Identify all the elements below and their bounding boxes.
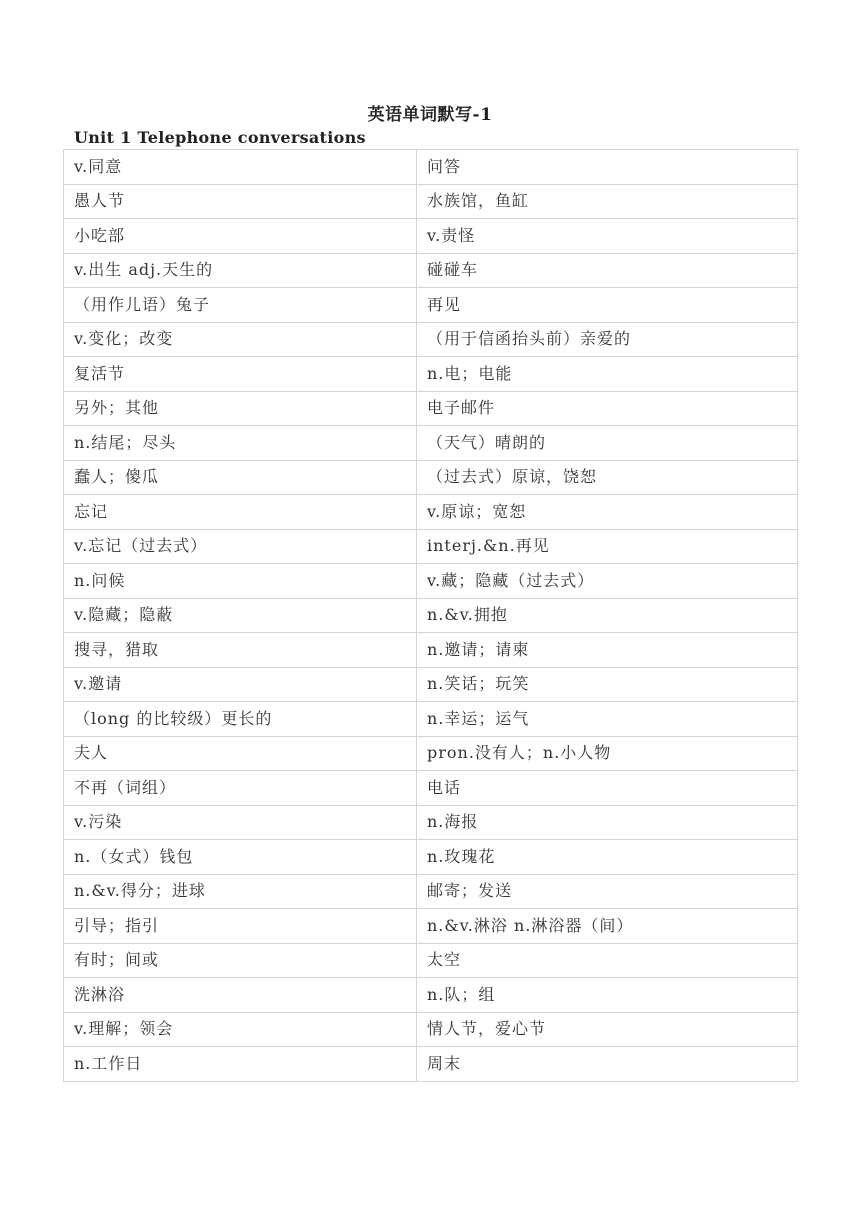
- vocab-cell-right[interactable]: 周末: [417, 1047, 798, 1082]
- vocab-cell-left[interactable]: 引导；指引: [64, 909, 417, 944]
- vocab-cell-left[interactable]: v.同意: [64, 150, 417, 185]
- vocabulary-table: [63, 149, 798, 1082]
- vocab-cell-right[interactable]: 碰碰车: [417, 253, 798, 288]
- table-row: [64, 357, 798, 392]
- vocab-cell-left[interactable]: v.污染: [64, 805, 417, 840]
- table-row: [64, 426, 798, 461]
- table-row: [64, 943, 798, 978]
- vocab-cell-right[interactable]: 电话: [417, 771, 798, 806]
- table-row: [64, 667, 798, 702]
- vocab-cell-right[interactable]: 情人节，爱心节: [417, 1012, 798, 1047]
- vocab-cell-right[interactable]: 太空: [417, 943, 798, 978]
- vocab-cell-right[interactable]: v.原谅；宽恕: [417, 495, 798, 530]
- table-row: [64, 598, 798, 633]
- vocab-cell-left[interactable]: 忘记: [64, 495, 417, 530]
- table-row: [64, 529, 798, 564]
- table-row: [64, 184, 798, 219]
- vocab-cell-right[interactable]: 邮寄；发送: [417, 874, 798, 909]
- table-row: [64, 978, 798, 1013]
- vocab-cell-right[interactable]: n.电；电能: [417, 357, 798, 392]
- table-row: [64, 909, 798, 944]
- table-row: [64, 150, 798, 185]
- vocab-cell-left[interactable]: n.问候: [64, 564, 417, 599]
- vocab-cell-left[interactable]: 愚人节: [64, 184, 417, 219]
- vocab-cell-left[interactable]: v.隐藏；隐蔽: [64, 598, 417, 633]
- vocab-cell-left[interactable]: n.（女式）钱包: [64, 840, 417, 875]
- vocab-cell-left[interactable]: （用作儿语）兔子: [64, 288, 417, 323]
- vocab-cell-left[interactable]: 复活节: [64, 357, 417, 392]
- vocab-cell-left[interactable]: v.邀请: [64, 667, 417, 702]
- table-row: [64, 736, 798, 771]
- vocab-cell-right[interactable]: n.笑话；玩笑: [417, 667, 798, 702]
- table-row: [64, 805, 798, 840]
- vocab-cell-right[interactable]: 水族馆，鱼缸: [417, 184, 798, 219]
- vocab-cell-left[interactable]: 蠢人；傻瓜: [64, 460, 417, 495]
- vocab-cell-left[interactable]: 搜寻，猎取: [64, 633, 417, 668]
- table-row: [64, 288, 798, 323]
- table-row: [64, 322, 798, 357]
- vocab-cell-right[interactable]: n.幸运；运气: [417, 702, 798, 737]
- table-row: [64, 391, 798, 426]
- table-row: [64, 495, 798, 530]
- vocab-cell-left[interactable]: v.出生 adj.天生的: [64, 253, 417, 288]
- page-title: 英语单词默写-1: [367, 105, 493, 125]
- vocab-cell-right[interactable]: （过去式）原谅，饶恕: [417, 460, 798, 495]
- table-row: [64, 771, 798, 806]
- table-row: [64, 840, 798, 875]
- vocab-cell-right[interactable]: v.责怪: [417, 219, 798, 254]
- vocab-cell-right[interactable]: v.藏；隐藏（过去式）: [417, 564, 798, 599]
- table-row: [64, 1047, 798, 1082]
- vocab-cell-right[interactable]: interj.&n.再见: [417, 529, 798, 564]
- vocab-cell-left[interactable]: n.工作日: [64, 1047, 417, 1082]
- table-row: [64, 633, 798, 668]
- unit-heading: Unit 1 Telephone conversations: [74, 128, 366, 147]
- table-row: [64, 460, 798, 495]
- table-row: [64, 219, 798, 254]
- vocab-cell-left[interactable]: n.结尾；尽头: [64, 426, 417, 461]
- vocab-cell-right[interactable]: （天气）晴朗的: [417, 426, 798, 461]
- vocab-cell-right[interactable]: n.海报: [417, 805, 798, 840]
- table-row: [64, 1012, 798, 1047]
- table-row: [64, 874, 798, 909]
- vocab-cell-left[interactable]: 不再（词组）: [64, 771, 417, 806]
- vocab-cell-right[interactable]: n.玫瑰花: [417, 840, 798, 875]
- table-row: [64, 253, 798, 288]
- vocab-cell-left[interactable]: （long 的比较级）更长的: [64, 702, 417, 737]
- vocab-cell-right[interactable]: n.队；组: [417, 978, 798, 1013]
- vocab-cell-left[interactable]: 另外；其他: [64, 391, 417, 426]
- vocabulary-table-body: [64, 150, 798, 1082]
- vocab-cell-right[interactable]: n.&v.淋浴 n.淋浴器（间）: [417, 909, 798, 944]
- vocab-cell-right[interactable]: 再见: [417, 288, 798, 323]
- vocab-cell-right[interactable]: 电子邮件: [417, 391, 798, 426]
- vocab-cell-left[interactable]: v.忘记（过去式）: [64, 529, 417, 564]
- vocab-cell-right[interactable]: n.&v.拥抱: [417, 598, 798, 633]
- table-row: [64, 702, 798, 737]
- vocab-cell-left[interactable]: 洗淋浴: [64, 978, 417, 1013]
- vocab-cell-left[interactable]: 小吃部: [64, 219, 417, 254]
- vocab-cell-right[interactable]: pron.没有人；n.小人物: [417, 736, 798, 771]
- vocab-cell-right[interactable]: （用于信函抬头前）亲爱的: [417, 322, 798, 357]
- table-row: [64, 564, 798, 599]
- vocab-cell-left[interactable]: 有时；间或: [64, 943, 417, 978]
- vocab-cell-left[interactable]: 夫人: [64, 736, 417, 771]
- vocab-cell-right[interactable]: n.邀请；请柬: [417, 633, 798, 668]
- vocab-cell-left[interactable]: n.&v.得分；进球: [64, 874, 417, 909]
- vocab-cell-right[interactable]: 问答: [417, 150, 798, 185]
- vocab-cell-left[interactable]: v.理解；领会: [64, 1012, 417, 1047]
- vocab-cell-left[interactable]: v.变化；改变: [64, 322, 417, 357]
